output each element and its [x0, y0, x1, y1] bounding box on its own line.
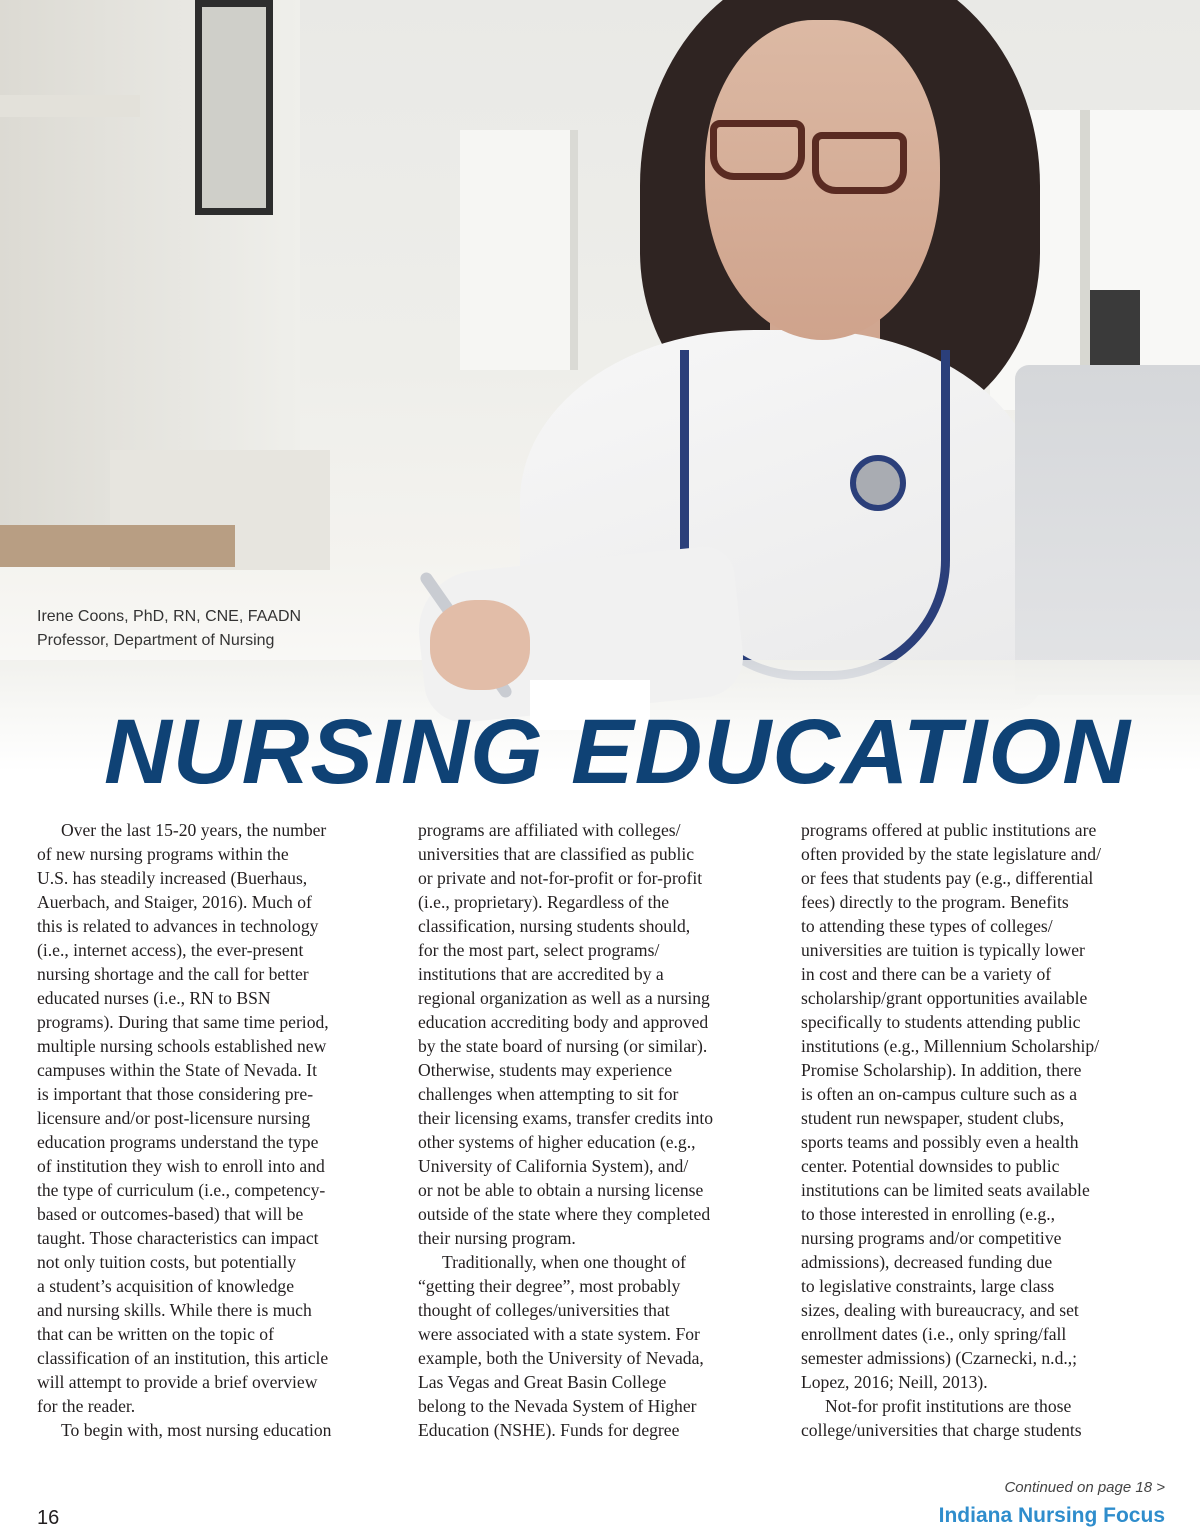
text-line: nursing shortage and the call for better — [37, 964, 309, 984]
article-column-2 — [418, 818, 788, 1442]
text-line: semester admissions) (Czarnecki, n.d.,; — [801, 1348, 1078, 1368]
text-line: Las Vegas and Great Basin College — [418, 1372, 667, 1392]
text-line: Lopez, 2016; Neill, 2013). — [801, 1372, 988, 1392]
glasses-lens-right — [812, 132, 907, 194]
text-line: admissions), decreased funding due — [801, 1252, 1053, 1272]
glasses-icon — [710, 120, 805, 180]
text-line: programs). During that same time period, — [37, 1012, 329, 1032]
text-line: outside of the state where they completed — [418, 1204, 711, 1224]
text-line: their nursing program. — [418, 1228, 576, 1248]
text-line: of institution they wish to enroll into and — [37, 1156, 325, 1176]
text-line: enrollment dates (i.e., only spring/fall — [801, 1324, 1067, 1344]
text-line: To begin with, most nursing education — [61, 1420, 332, 1440]
text-line: belong to the Nevada System of Higher — [418, 1396, 697, 1416]
text-line: other systems of higher education (e.g., — [418, 1132, 696, 1152]
text-line: Education (NSHE). Funds for degree — [418, 1420, 680, 1440]
text-line: regional organization as well as a nursing — [418, 988, 710, 1008]
text-line: fees) directly to the program. Benefits — [801, 892, 1069, 912]
text-line: educated nurses (i.e., RN to BSN — [37, 988, 271, 1008]
text-line: college/universities that charge students — [801, 1420, 1082, 1440]
text-line: or fees that students pay (e.g., differential — [801, 868, 1094, 888]
text-line: for the most part, select programs/ — [418, 940, 660, 960]
text-line: of new nursing programs within the — [37, 844, 289, 864]
article-headline: NURSING EDUCATION — [104, 701, 1131, 803]
text-line: taught. Those characteristics can impact — [37, 1228, 319, 1248]
text-line: classification, nursing students should, — [418, 916, 691, 936]
text-line: by the state board of nursing (or similar). — [418, 1036, 708, 1056]
text-line: scholarship/grant opportunities available — [801, 988, 1088, 1008]
text-line: example, both the University of Nevada, — [418, 1348, 704, 1368]
text-line: this is related to advances in technology — [37, 916, 319, 936]
text-line: institutions that are accredited by a — [418, 964, 664, 984]
continued-on-page: Continued on page 18 > — [1004, 1479, 1165, 1496]
text-line: to those interested in enrolling (e.g., — [801, 1204, 1056, 1224]
text-line: challenges when attempting to sit for — [418, 1084, 679, 1104]
text-line: and nursing skills. While there is much — [37, 1300, 312, 1320]
text-line: classification of an institution, this article — [37, 1348, 329, 1368]
text-line: were associated with a state system. For — [418, 1324, 700, 1344]
author-name: Irene Coons, PhD, RN, CNE, FAADN — [37, 608, 302, 625]
author-byline — [37, 605, 301, 653]
text-line: often provided by the state legislature and/ — [801, 844, 1101, 864]
text-line: education accrediting body and approved — [418, 1012, 709, 1032]
nurse-hand — [430, 600, 530, 690]
text-line: licensure and/or post-licensure nursing — [37, 1108, 311, 1128]
text-line: to legislative constraints, large class — [801, 1276, 1055, 1296]
text-line: universities are tuition is typically lower — [801, 940, 1085, 960]
page-number: 16 — [37, 1507, 60, 1529]
text-line: specifically to students attending public — [801, 1012, 1081, 1032]
stethoscope-chestpiece — [850, 455, 906, 511]
text-line: Otherwise, students may experience — [418, 1060, 673, 1080]
text-line: U.S. has steadily increased (Buerhaus, — [37, 868, 308, 888]
text-line: thought of colleges/universities that — [418, 1300, 670, 1320]
text-line: institutions (e.g., Millennium Scholarship/ — [801, 1036, 1100, 1056]
text-line: that can be written on the topic of — [37, 1324, 274, 1344]
text-line: campuses within the State of Nevada. It — [37, 1060, 317, 1080]
text-line: in cost and there can be a variety of — [801, 964, 1052, 984]
publication-name: Indiana Nursing Focus — [938, 1504, 1165, 1527]
text-line: institutions can be limited seats available — [801, 1180, 1090, 1200]
text-line: or not be able to obtain a nursing license — [418, 1180, 704, 1200]
background-counter — [0, 525, 235, 567]
article-column-1 — [37, 818, 407, 1442]
text-line: their licensing exams, transfer credits into — [418, 1108, 714, 1128]
text-line: the type of curriculum (i.e., competency- — [37, 1180, 326, 1200]
text-line: programs are affiliated with colleges/ — [418, 820, 681, 840]
text-line: education programs understand the type — [37, 1132, 319, 1152]
text-line: University of California System), and/ — [418, 1156, 689, 1176]
text-line: Promise Scholarship). In addition, there — [801, 1060, 1082, 1080]
text-line: programs offered at public institutions are — [801, 820, 1097, 840]
text-line: (i.e., proprietary). Regardless of the — [418, 892, 670, 912]
text-line: based or outcomes-based) that will be — [37, 1204, 304, 1224]
laptop — [1015, 365, 1200, 695]
text-line: is important that those considering pre- — [37, 1084, 314, 1104]
text-line: Over the last 15-20 years, the number — [61, 820, 327, 840]
text-line: Not-for profit institutions are those — [825, 1396, 1072, 1416]
text-line: not only tuition costs, but potentially — [37, 1252, 297, 1272]
text-line: sizes, dealing with bureaucracy, and set — [801, 1300, 1079, 1320]
text-line: is often an on-campus culture such as a — [801, 1084, 1078, 1104]
article-column-3 — [801, 818, 1171, 1442]
background-window — [460, 130, 578, 370]
background-shelf — [0, 95, 140, 117]
wall-picture-frame — [195, 0, 273, 215]
text-line: “getting their degree”, most probably — [418, 1276, 681, 1296]
text-line: (i.e., internet access), the ever-present — [37, 940, 304, 960]
text-line: center. Potential downsides to public — [801, 1156, 1060, 1176]
text-line: will attempt to provide a brief overview — [37, 1372, 318, 1392]
author-role: Professor, Department of Nursing — [37, 632, 275, 649]
text-line: universities that are classified as public — [418, 844, 695, 864]
text-line: for the reader. — [37, 1396, 136, 1416]
text-line: multiple nursing schools established new — [37, 1036, 327, 1056]
text-line: student run newspaper, student clubs, — [801, 1108, 1065, 1128]
text-line: Auerbach, and Staiger, 2016). Much of — [37, 892, 312, 912]
text-line: a student’s acquisition of knowledge — [37, 1276, 295, 1296]
text-line: to attending these types of colleges/ — [801, 916, 1053, 936]
text-line: or private and not-for-profit or for-profit — [418, 868, 703, 888]
text-line: sports teams and possibly even a health — [801, 1132, 1079, 1152]
text-line: nursing programs and/or competitive — [801, 1228, 1062, 1248]
text-line: Traditionally, when one thought of — [442, 1252, 687, 1272]
